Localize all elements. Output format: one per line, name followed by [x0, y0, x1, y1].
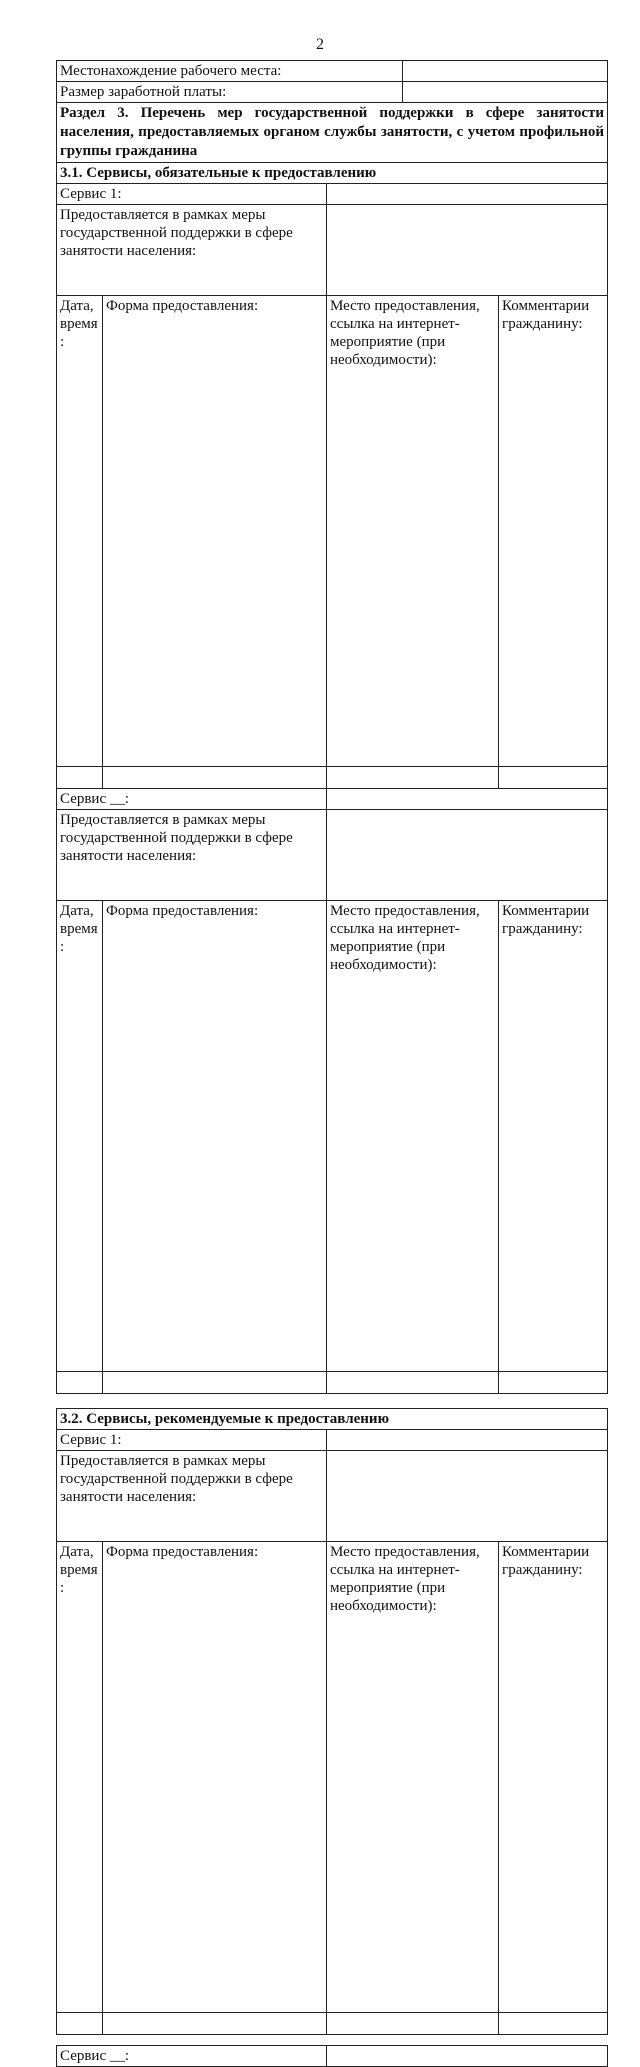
table-gap: [57, 1394, 608, 1409]
service-label: Сервис 1:: [57, 1430, 327, 1451]
columns-header-row: [57, 1542, 608, 2013]
table-gap: [57, 2035, 608, 2046]
subsection-3-1-title: 3.1. Сервисы, обязательные к предоставлению: [57, 163, 608, 184]
entry-row: [57, 1372, 608, 1394]
entry-row: [57, 767, 608, 789]
service-field[interactable]: [327, 1430, 608, 1451]
entry-place-cell[interactable]: [327, 1372, 499, 1394]
salary-label: Размер заработной платы:: [57, 82, 403, 103]
measure-label: Предоставляется в рамках меры государственной поддержки в сфере занятости населения:: [57, 810, 327, 901]
columns-header-row: [57, 296, 608, 767]
measure-row: [57, 205, 608, 296]
service-row: [57, 2046, 608, 2067]
measure-row: [57, 1451, 608, 1542]
section3-title: Раздел 3. Перечень мер государственной поддержки в сфере занятости населения, предоставляемых органом службы занятости, с учетом профильной группы гражданина: [57, 103, 608, 163]
column-date: Дата, время:: [57, 296, 103, 767]
column-comments: Комментарии гражданину:: [499, 1542, 608, 2013]
entry-date-cell[interactable]: [57, 767, 103, 789]
workplace-location-label: Местонахождение рабочего места:: [57, 61, 403, 82]
column-comments: Комментарии гражданину:: [499, 296, 608, 767]
salary-row: [57, 82, 608, 103]
service-label: Сервис __:: [57, 789, 327, 810]
entry-form-cell[interactable]: [103, 767, 327, 789]
entry-form-cell[interactable]: [103, 1372, 327, 1394]
entry-comments-cell[interactable]: [499, 767, 608, 789]
column-date: Дата, время:: [57, 901, 103, 1372]
subsection-title-row: [57, 1409, 608, 1430]
entry-place-cell[interactable]: [327, 2013, 499, 2035]
entry-comments-cell[interactable]: [499, 1372, 608, 1394]
column-form: Форма предоставления:: [103, 296, 327, 767]
service-plan-table: [56, 60, 608, 2067]
entry-place-cell[interactable]: [327, 767, 499, 789]
entry-comments-cell[interactable]: [499, 2013, 608, 2035]
column-comments: Комментарии гражданину:: [499, 901, 608, 1372]
service-label: Сервис __:: [57, 2046, 327, 2067]
columns-header-row: [57, 901, 608, 1372]
workplace-location-field[interactable]: [403, 61, 608, 82]
entry-date-cell[interactable]: [57, 2013, 103, 2035]
subsection-title-row: [57, 163, 608, 184]
service-row: [57, 1430, 608, 1451]
page-number: 2: [316, 36, 324, 53]
entry-row: [57, 2013, 608, 2035]
measure-field[interactable]: [327, 205, 608, 296]
column-form: Форма предоставления:: [103, 901, 327, 1372]
service-field[interactable]: [327, 184, 608, 205]
column-form: Форма предоставления:: [103, 1542, 327, 2013]
section3-title-row: [57, 103, 608, 163]
service-label: Сервис 1:: [57, 184, 327, 205]
measure-label: Предоставляется в рамках меры государственной поддержки в сфере занятости населения:: [57, 205, 327, 296]
service-field[interactable]: [327, 2046, 608, 2067]
measure-field[interactable]: [327, 1451, 608, 1542]
measure-field[interactable]: [327, 810, 608, 901]
salary-field[interactable]: [403, 82, 608, 103]
subsection-3-2-title: 3.2. Сервисы, рекомендуемые к предоставлению: [57, 1409, 608, 1430]
column-place: Место предоставления, ссылка на интернет-мероприятие (при необходимости):: [327, 901, 499, 1372]
service-row: [57, 789, 608, 810]
entry-row-spacer: [57, 1394, 608, 1409]
column-place: Место предоставления, ссылка на интернет-мероприятие (при необходимости):: [327, 296, 499, 767]
entry-form-cell[interactable]: [103, 2013, 327, 2035]
measure-label: Предоставляется в рамках меры государственной поддержки в сфере занятости населения:: [57, 1451, 327, 1542]
measure-row: [57, 810, 608, 901]
service-row: [57, 184, 608, 205]
column-date: Дата, время:: [57, 1542, 103, 2013]
entry-date-cell[interactable]: [57, 1372, 103, 1394]
workplace-location-row: [57, 61, 608, 82]
column-place: Место предоставления, ссылка на интернет-мероприятие (при необходимости):: [327, 1542, 499, 2013]
service-field[interactable]: [327, 789, 608, 810]
entry-row-spacer: [57, 2035, 608, 2046]
